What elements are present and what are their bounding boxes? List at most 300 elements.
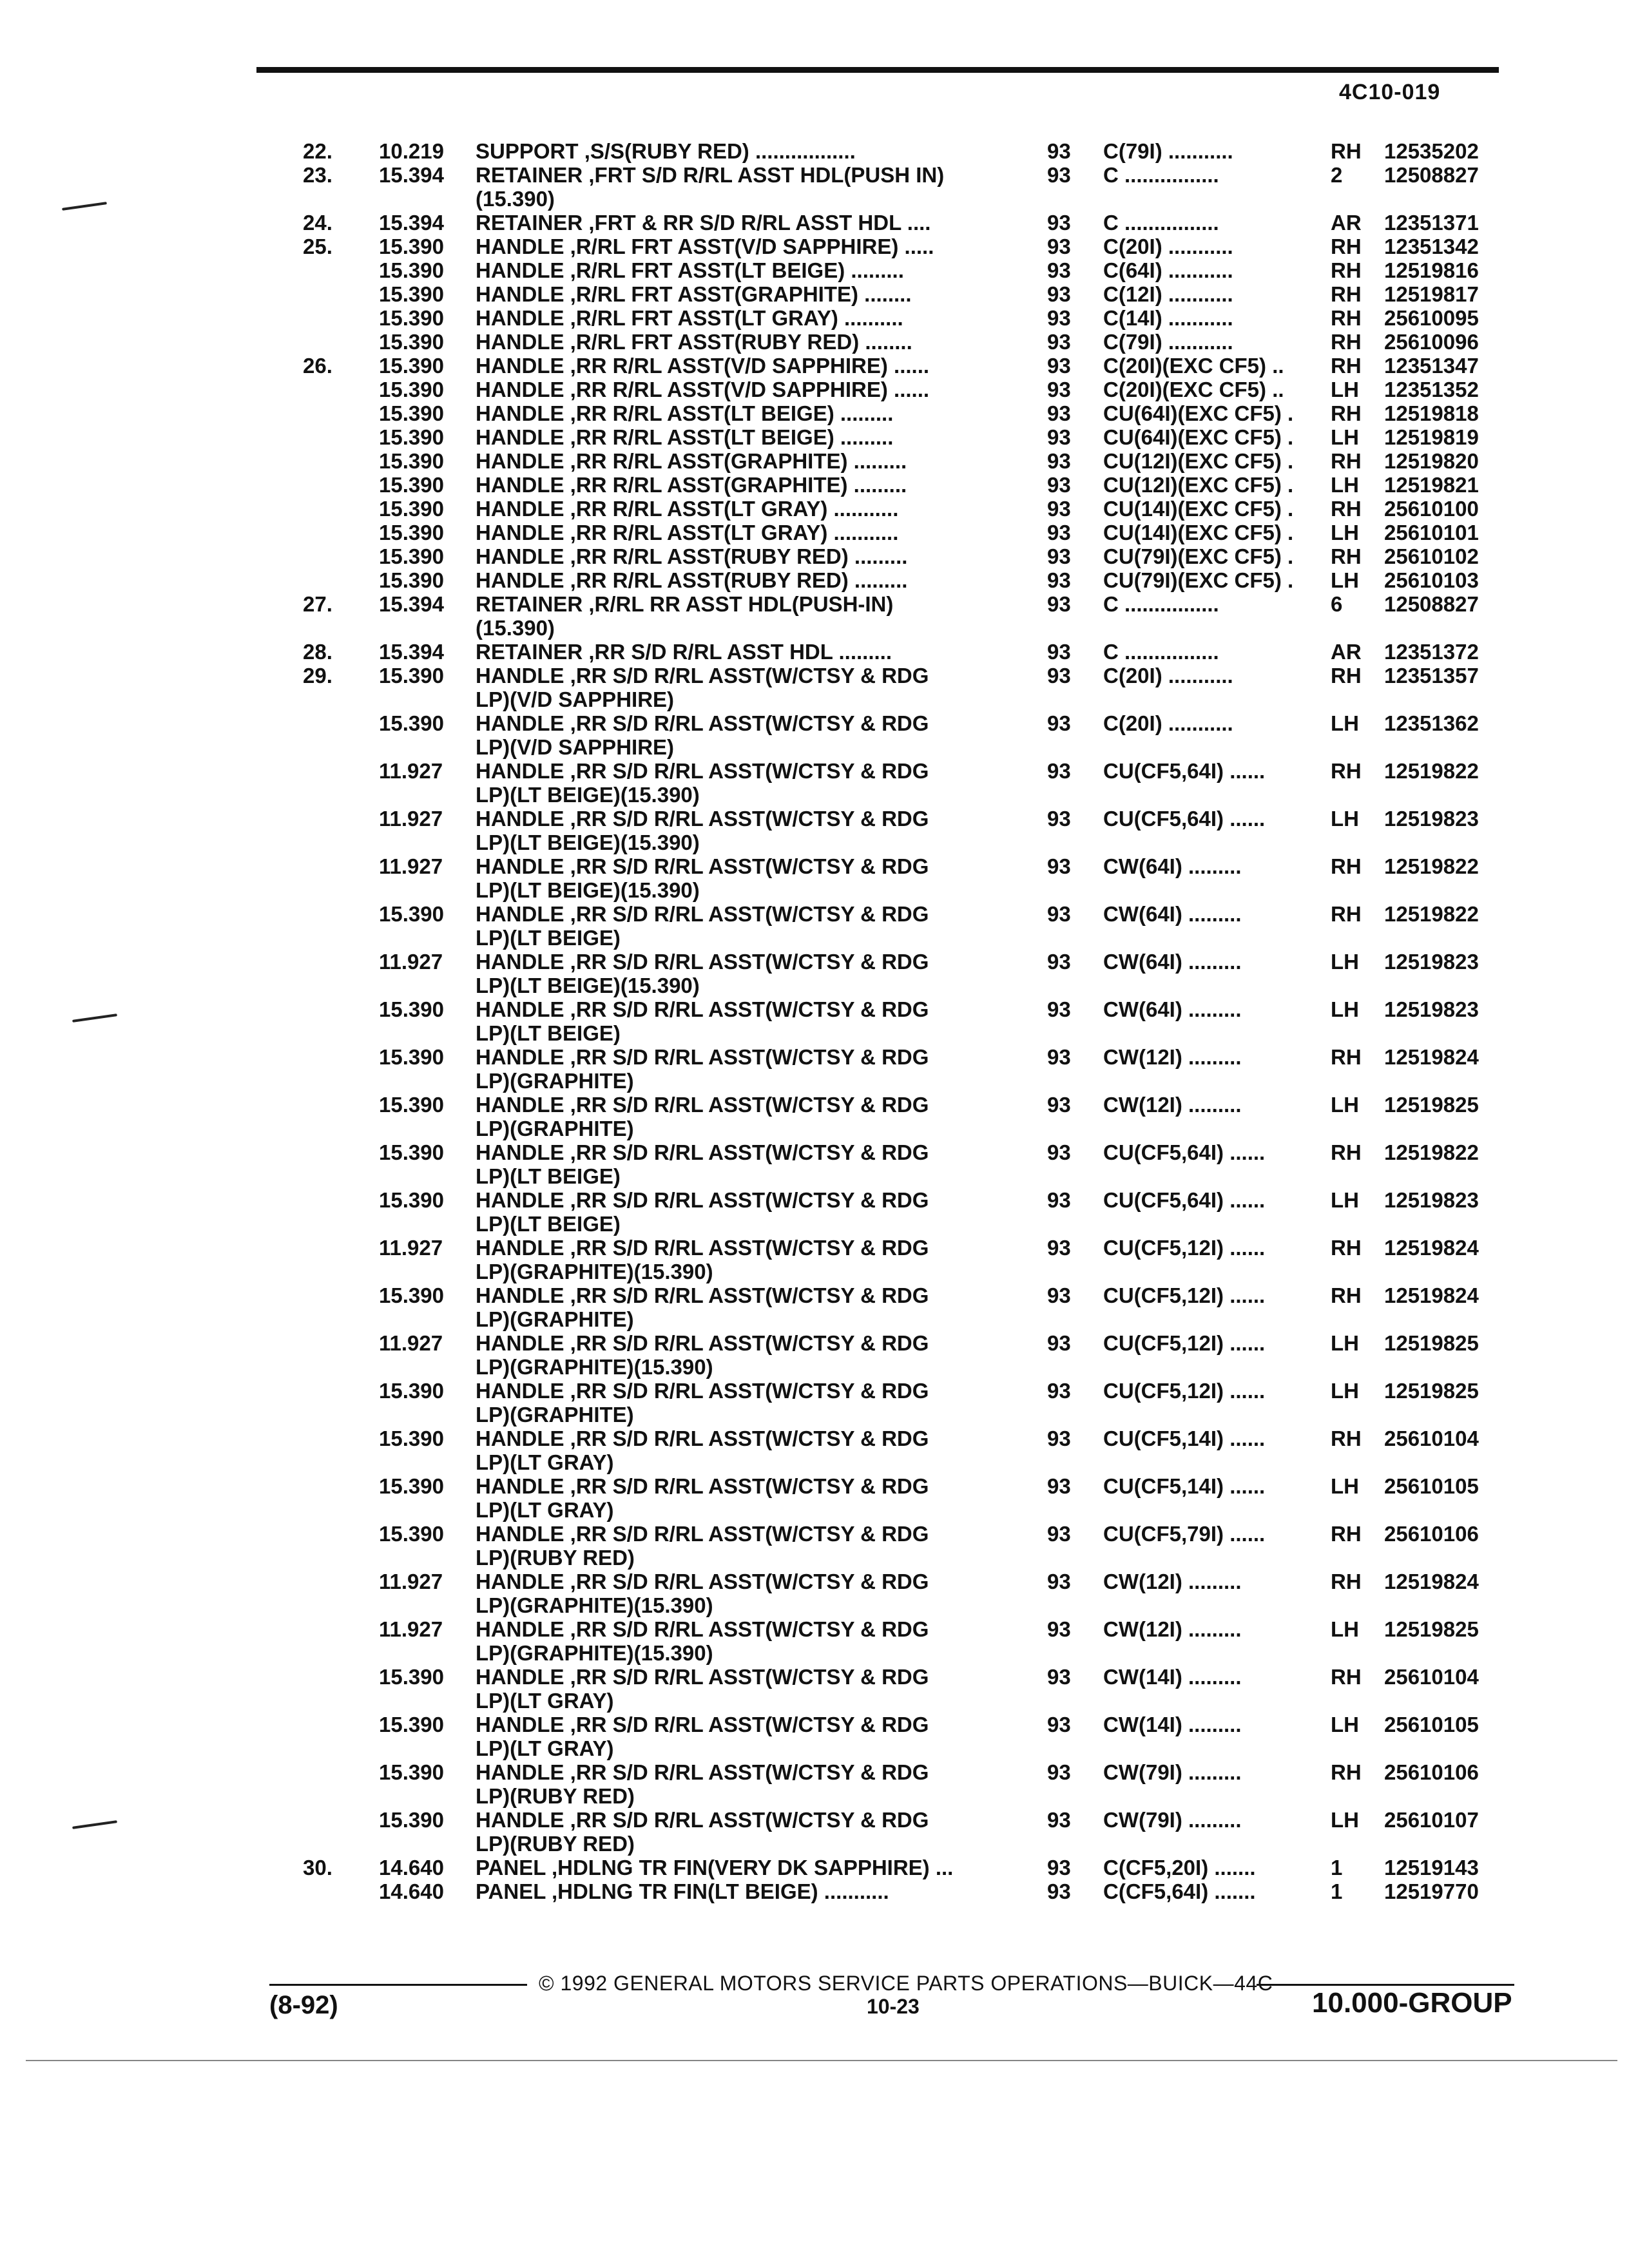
part-description bbox=[476, 1665, 1010, 1713]
part-description bbox=[476, 854, 1010, 902]
group-number: 15.394 bbox=[379, 211, 444, 235]
model-code: CU(14I)(EXC CF5) . bbox=[1103, 521, 1294, 544]
part-number: 12351371 bbox=[1384, 211, 1479, 235]
quantity: AR bbox=[1331, 211, 1362, 235]
group-number: 15.390 bbox=[379, 1188, 444, 1212]
group-number: 15.390 bbox=[379, 1427, 444, 1450]
table-row bbox=[0, 1617, 1629, 1666]
quantity: RH bbox=[1331, 282, 1362, 306]
description-line-1: PANEL ,HDLNG TR FIN(LT BEIGE) ........... bbox=[476, 1879, 889, 1903]
description-line-1: HANDLE ,RR S/D R/RL ASST(W/CTSY & RDG bbox=[476, 854, 929, 878]
part-description bbox=[476, 759, 1010, 807]
quantity: LH bbox=[1331, 807, 1359, 831]
quantity: RH bbox=[1331, 330, 1362, 354]
group-number: 15.390 bbox=[379, 1522, 444, 1546]
model-code: C(79I) ........... bbox=[1103, 330, 1233, 354]
table-row bbox=[0, 1379, 1629, 1428]
part-number: 12519817 bbox=[1384, 282, 1479, 306]
model-code: CW(14I) ......... bbox=[1103, 1665, 1242, 1689]
table-row bbox=[0, 1045, 1629, 1094]
model-year: 93 bbox=[1047, 1570, 1071, 1593]
part-number: 25610101 bbox=[1384, 521, 1479, 544]
model-code: C(20I) ........... bbox=[1103, 664, 1233, 687]
description-line-1: HANDLE ,R/RL FRT ASST(GRAPHITE) ........ bbox=[476, 282, 912, 306]
part-description bbox=[476, 425, 1010, 449]
description-line-1: HANDLE ,RR S/D R/RL ASST(W/CTSY & RDG bbox=[476, 1283, 929, 1307]
group-number: 11.927 bbox=[379, 759, 443, 783]
table-row bbox=[0, 1140, 1629, 1189]
table-row bbox=[0, 1236, 1629, 1285]
model-code: C(20I) ........... bbox=[1103, 235, 1233, 258]
description-line-2: LP)(LT GRAY) bbox=[476, 1498, 614, 1522]
quantity: 2 bbox=[1331, 163, 1343, 187]
part-description bbox=[476, 235, 1010, 258]
description-line-1: HANDLE ,RR R/RL ASST(V/D SAPPHIRE) ...... bbox=[476, 378, 930, 401]
description-line-1: HANDLE ,RR S/D R/RL ASST(W/CTSY & RDG bbox=[476, 1379, 929, 1403]
description-line-1: RETAINER ,RR S/D R/RL ASST HDL ......... bbox=[476, 640, 892, 664]
quantity: RH bbox=[1331, 902, 1362, 926]
part-number: 12508827 bbox=[1384, 163, 1479, 187]
table-row bbox=[0, 1427, 1629, 1475]
part-description bbox=[476, 473, 1010, 497]
quantity: RH bbox=[1331, 854, 1362, 878]
model-year: 93 bbox=[1047, 1522, 1071, 1546]
model-code: CU(64I)(EXC CF5) . bbox=[1103, 401, 1294, 425]
part-description bbox=[476, 1617, 1010, 1665]
group-number: 15.390 bbox=[379, 1474, 444, 1498]
model-code: CW(12I) ......... bbox=[1103, 1093, 1242, 1117]
quantity: RH bbox=[1331, 1236, 1362, 1260]
description-line-1: HANDLE ,RR R/RL ASST(V/D SAPPHIRE) ...... bbox=[476, 354, 930, 378]
model-code: CU(CF5,12I) ...... bbox=[1103, 1379, 1266, 1403]
page-number: 10-23 bbox=[867, 1995, 920, 2018]
model-year: 93 bbox=[1047, 1856, 1071, 1879]
model-year: 93 bbox=[1047, 1331, 1071, 1355]
part-description bbox=[476, 1760, 1010, 1808]
group-number: 15.390 bbox=[379, 1140, 444, 1164]
part-description bbox=[476, 354, 1010, 378]
quantity: RH bbox=[1331, 354, 1362, 378]
quantity: RH bbox=[1331, 139, 1362, 163]
part-number: 12519820 bbox=[1384, 449, 1479, 473]
model-code: C ................ bbox=[1103, 163, 1219, 187]
description-line-2: LP)(LT GRAY) bbox=[476, 1736, 614, 1760]
part-number: 12351347 bbox=[1384, 354, 1479, 378]
part-number: 12508827 bbox=[1384, 592, 1479, 616]
part-description bbox=[476, 544, 1010, 568]
model-code: CU(64I)(EXC CF5) . bbox=[1103, 425, 1294, 449]
quantity: RH bbox=[1331, 306, 1362, 330]
part-description bbox=[476, 1427, 1010, 1474]
quantity: RH bbox=[1331, 1045, 1362, 1069]
model-code: CU(CF5,64I) ...... bbox=[1103, 807, 1266, 831]
quantity: RH bbox=[1331, 759, 1362, 783]
model-year: 93 bbox=[1047, 521, 1071, 544]
part-description bbox=[476, 497, 1010, 521]
quantity: LH bbox=[1331, 425, 1359, 449]
group-number: 15.390 bbox=[379, 902, 444, 926]
table-row bbox=[0, 1522, 1629, 1571]
quantity: LH bbox=[1331, 1188, 1359, 1212]
table-row bbox=[0, 664, 1629, 713]
model-code: C ................ bbox=[1103, 640, 1219, 664]
table-row bbox=[0, 1760, 1629, 1809]
model-year: 93 bbox=[1047, 449, 1071, 473]
model-code: CW(79I) ......... bbox=[1103, 1808, 1242, 1832]
group-number: 11.927 bbox=[379, 807, 443, 831]
quantity: RH bbox=[1331, 401, 1362, 425]
model-year: 93 bbox=[1047, 497, 1071, 521]
model-year: 93 bbox=[1047, 330, 1071, 354]
group-number: 15.390 bbox=[379, 401, 444, 425]
group-number: 15.394 bbox=[379, 592, 444, 616]
description-line-2: LP)(RUBY RED) bbox=[476, 1784, 635, 1808]
part-description bbox=[476, 449, 1010, 473]
table-row bbox=[0, 807, 1629, 856]
table-row bbox=[0, 592, 1629, 641]
part-number: 12519143 bbox=[1384, 1856, 1479, 1879]
part-description bbox=[476, 568, 1010, 592]
model-code: CU(14I)(EXC CF5) . bbox=[1103, 497, 1294, 521]
quantity: RH bbox=[1331, 1570, 1362, 1593]
description-line-1: HANDLE ,RR S/D R/RL ASST(W/CTSY & RDG bbox=[476, 711, 929, 735]
part-number: 12519822 bbox=[1384, 759, 1479, 783]
model-year: 93 bbox=[1047, 592, 1071, 616]
quantity: RH bbox=[1331, 1283, 1362, 1307]
part-number: 12351357 bbox=[1384, 664, 1479, 687]
part-number: 12351342 bbox=[1384, 235, 1479, 258]
model-code: C(79I) ........... bbox=[1103, 139, 1233, 163]
model-year: 93 bbox=[1047, 1760, 1071, 1784]
table-row bbox=[0, 1188, 1629, 1237]
model-year: 93 bbox=[1047, 306, 1071, 330]
group-number: 11.927 bbox=[379, 1570, 443, 1593]
description-line-2: LP)(GRAPHITE) bbox=[476, 1307, 634, 1331]
part-number: 25610105 bbox=[1384, 1713, 1479, 1736]
table-row bbox=[0, 854, 1629, 903]
part-description bbox=[476, 1140, 1010, 1188]
group-number: 15.390 bbox=[379, 378, 444, 401]
model-year: 93 bbox=[1047, 258, 1071, 282]
table-row bbox=[0, 1283, 1629, 1332]
model-code: CU(79I)(EXC CF5) . bbox=[1103, 568, 1294, 592]
model-code: CU(CF5,79I) ...... bbox=[1103, 1522, 1266, 1546]
description-line-1: RETAINER ,R/RL RR ASST HDL(PUSH-IN) bbox=[476, 592, 894, 616]
group-number: 15.390 bbox=[379, 1713, 444, 1736]
part-description bbox=[476, 521, 1010, 544]
description-line-2: LP)(RUBY RED) bbox=[476, 1832, 635, 1856]
model-year: 93 bbox=[1047, 1283, 1071, 1307]
part-description bbox=[476, 711, 1010, 759]
footer-rule-left bbox=[269, 1984, 527, 1986]
group-number: 15.394 bbox=[379, 640, 444, 664]
model-code: CU(12I)(EXC CF5) . bbox=[1103, 473, 1294, 497]
group-number: 10.219 bbox=[379, 139, 444, 163]
model-code: CU(CF5,14I) ...... bbox=[1103, 1474, 1266, 1498]
part-number: 12351362 bbox=[1384, 711, 1479, 735]
model-year: 93 bbox=[1047, 1713, 1071, 1736]
part-description bbox=[476, 330, 1010, 354]
model-year: 93 bbox=[1047, 1879, 1071, 1903]
description-line-1: HANDLE ,RR S/D R/RL ASST(W/CTSY & RDG bbox=[476, 759, 929, 783]
description-line-1: HANDLE ,RR S/D R/RL ASST(W/CTSY & RDG bbox=[476, 1570, 929, 1593]
model-year: 93 bbox=[1047, 902, 1071, 926]
description-line-1: HANDLE ,RR S/D R/RL ASST(W/CTSY & RDG bbox=[476, 1808, 929, 1832]
description-line-2: LP)(LT BEIGE) bbox=[476, 1212, 621, 1236]
model-year: 93 bbox=[1047, 640, 1071, 664]
description-line-2: LP)(LT BEIGE)(15.390) bbox=[476, 783, 700, 807]
description-line-2: (15.390) bbox=[476, 616, 555, 640]
part-description bbox=[476, 640, 1010, 664]
part-number: 12519819 bbox=[1384, 425, 1479, 449]
quantity: RH bbox=[1331, 1140, 1362, 1164]
part-description bbox=[476, 282, 1010, 306]
description-line-2: LP)(LT BEIGE)(15.390) bbox=[476, 831, 700, 854]
description-line-2: LP)(LT GRAY) bbox=[476, 1689, 614, 1713]
part-description bbox=[476, 1093, 1010, 1140]
part-number: 12519821 bbox=[1384, 473, 1479, 497]
model-year: 93 bbox=[1047, 139, 1071, 163]
table-row bbox=[0, 163, 1629, 212]
group-number: 15.390 bbox=[379, 1093, 444, 1117]
part-number: 12519822 bbox=[1384, 1140, 1479, 1164]
model-code: CW(12I) ......... bbox=[1103, 1045, 1242, 1069]
description-line-1: HANDLE ,RR R/RL ASST(RUBY RED) ......... bbox=[476, 568, 908, 592]
item-number: 27. bbox=[303, 592, 333, 616]
group-number: 15.390 bbox=[379, 354, 444, 378]
model-year: 93 bbox=[1047, 354, 1071, 378]
description-line-1: HANDLE ,RR S/D R/RL ASST(W/CTSY & RDG bbox=[476, 1522, 929, 1546]
description-line-2: LP)(RUBY RED) bbox=[476, 1546, 635, 1570]
part-number: 25610105 bbox=[1384, 1474, 1479, 1498]
page-code: 4C10-019 bbox=[1339, 80, 1441, 104]
description-line-1: HANDLE ,RR R/RL ASST(LT BEIGE) ......... bbox=[476, 401, 894, 425]
quantity: RH bbox=[1331, 1522, 1362, 1546]
description-line-1: HANDLE ,RR S/D R/RL ASST(W/CTSY & RDG bbox=[476, 1474, 929, 1498]
part-description bbox=[476, 950, 1010, 997]
group-number: 15.390 bbox=[379, 664, 444, 687]
model-year: 93 bbox=[1047, 163, 1071, 187]
item-number: 26. bbox=[303, 354, 333, 378]
table-row bbox=[0, 950, 1629, 999]
model-year: 93 bbox=[1047, 401, 1071, 425]
description-line-2: LP)(GRAPHITE)(15.390) bbox=[476, 1260, 713, 1283]
part-number: 12519822 bbox=[1384, 854, 1479, 878]
model-code: CW(64I) ......... bbox=[1103, 902, 1242, 926]
copyright-text: © 1992 GENERAL MOTORS SERVICE PARTS OPERATIONS—BUICK—44C bbox=[539, 1972, 1273, 1995]
description-line-2: (15.390) bbox=[476, 187, 555, 211]
quantity: LH bbox=[1331, 950, 1359, 974]
description-line-1: HANDLE ,RR S/D R/RL ASST(W/CTSY & RDG bbox=[476, 807, 929, 831]
model-year: 93 bbox=[1047, 1188, 1071, 1212]
model-code: CU(CF5,64I) ...... bbox=[1103, 1140, 1266, 1164]
part-number: 25610102 bbox=[1384, 544, 1479, 568]
model-year: 93 bbox=[1047, 282, 1071, 306]
part-number: 12535202 bbox=[1384, 139, 1479, 163]
model-year: 93 bbox=[1047, 1665, 1071, 1689]
quantity: RH bbox=[1331, 449, 1362, 473]
description-line-1: HANDLE ,RR S/D R/RL ASST(W/CTSY & RDG bbox=[476, 997, 929, 1021]
description-line-2: LP)(GRAPHITE) bbox=[476, 1117, 634, 1140]
item-number: 28. bbox=[303, 640, 333, 664]
model-year: 93 bbox=[1047, 1140, 1071, 1164]
model-code: CU(CF5,64I) ...... bbox=[1103, 1188, 1266, 1212]
model-year: 93 bbox=[1047, 1379, 1071, 1403]
part-description bbox=[476, 1879, 1010, 1903]
model-code: CU(CF5,12I) ...... bbox=[1103, 1236, 1266, 1260]
group-number: 15.390 bbox=[379, 521, 444, 544]
description-line-2: LP)(GRAPHITE) bbox=[476, 1069, 634, 1093]
group-number: 11.927 bbox=[379, 1617, 443, 1641]
model-year: 93 bbox=[1047, 1045, 1071, 1069]
part-number: 12519824 bbox=[1384, 1570, 1479, 1593]
table-row bbox=[0, 1665, 1629, 1714]
item-number: 30. bbox=[303, 1856, 333, 1879]
quantity: RH bbox=[1331, 235, 1362, 258]
model-code: CW(14I) ......... bbox=[1103, 1713, 1242, 1736]
description-line-2: LP)(GRAPHITE) bbox=[476, 1403, 634, 1427]
group-number: 14.640 bbox=[379, 1856, 444, 1879]
part-number: 12519818 bbox=[1384, 401, 1479, 425]
description-line-2: LP)(LT BEIGE)(15.390) bbox=[476, 974, 700, 997]
description-line-1: PANEL ,HDLNG TR FIN(VERY DK SAPPHIRE) ... bbox=[476, 1856, 954, 1879]
description-line-2: LP)(LT BEIGE)(15.390) bbox=[476, 878, 700, 902]
model-code: C(64I) ........... bbox=[1103, 258, 1233, 282]
model-code: C(12I) ........... bbox=[1103, 282, 1233, 306]
quantity: LH bbox=[1331, 1713, 1359, 1736]
quantity: LH bbox=[1331, 521, 1359, 544]
revision-date: (8-92) bbox=[269, 1991, 338, 2019]
part-number: 12351352 bbox=[1384, 378, 1479, 401]
model-code: CU(CF5,64I) ...... bbox=[1103, 759, 1266, 783]
part-description bbox=[476, 1331, 1010, 1379]
part-number: 12519825 bbox=[1384, 1379, 1479, 1403]
part-description bbox=[476, 1379, 1010, 1427]
quantity: LH bbox=[1331, 378, 1359, 401]
description-line-1: HANDLE ,RR S/D R/RL ASST(W/CTSY & RDG bbox=[476, 1760, 929, 1784]
quantity: RH bbox=[1331, 1427, 1362, 1450]
part-number: 12519824 bbox=[1384, 1045, 1479, 1069]
model-code: CU(CF5,14I) ...... bbox=[1103, 1427, 1266, 1450]
model-year: 93 bbox=[1047, 1093, 1071, 1117]
description-line-2: LP)(LT GRAY) bbox=[476, 1450, 614, 1474]
description-line-2: LP)(GRAPHITE)(15.390) bbox=[476, 1593, 713, 1617]
part-number: 12519825 bbox=[1384, 1093, 1479, 1117]
quantity: RH bbox=[1331, 544, 1362, 568]
model-code: CW(12I) ......... bbox=[1103, 1570, 1242, 1593]
model-code: C(CF5,20I) ....... bbox=[1103, 1856, 1256, 1879]
description-line-1: HANDLE ,RR R/RL ASST(LT GRAY) ........... bbox=[476, 497, 899, 521]
table-row bbox=[0, 1331, 1629, 1380]
model-year: 93 bbox=[1047, 1474, 1071, 1498]
part-number: 12519825 bbox=[1384, 1617, 1479, 1641]
description-line-1: HANDLE ,RR S/D R/RL ASST(W/CTSY & RDG bbox=[476, 1713, 929, 1736]
model-year: 93 bbox=[1047, 807, 1071, 831]
part-number: 25610096 bbox=[1384, 330, 1479, 354]
quantity: RH bbox=[1331, 1665, 1362, 1689]
description-line-1: HANDLE ,RR S/D R/RL ASST(W/CTSY & RDG bbox=[476, 1093, 929, 1117]
group-number: 15.390 bbox=[379, 997, 444, 1021]
part-description bbox=[476, 1045, 1010, 1093]
part-number: 12519824 bbox=[1384, 1236, 1479, 1260]
description-line-1: HANDLE ,RR S/D R/RL ASST(W/CTSY & RDG bbox=[476, 1427, 929, 1450]
description-line-1: HANDLE ,R/RL FRT ASST(LT GRAY) .......... bbox=[476, 306, 903, 330]
description-line-1: RETAINER ,FRT S/D R/RL ASST HDL(PUSH IN) bbox=[476, 163, 945, 187]
part-number: 12519770 bbox=[1384, 1879, 1479, 1903]
model-code: CW(12I) ......... bbox=[1103, 1617, 1242, 1641]
part-description bbox=[476, 211, 1010, 235]
quantity: LH bbox=[1331, 1331, 1359, 1355]
table-row bbox=[0, 1570, 1629, 1619]
quantity: LH bbox=[1331, 1617, 1359, 1641]
description-line-2: LP)(GRAPHITE)(15.390) bbox=[476, 1355, 713, 1379]
model-code: CU(CF5,12I) ...... bbox=[1103, 1283, 1266, 1307]
model-code: C(20I)(EXC CF5) .. bbox=[1103, 354, 1284, 378]
part-description bbox=[476, 1570, 1010, 1617]
group-number: 11.927 bbox=[379, 1331, 443, 1355]
part-number: 25610104 bbox=[1384, 1665, 1479, 1689]
model-year: 93 bbox=[1047, 211, 1071, 235]
description-line-1: SUPPORT ,S/S(RUBY RED) ................. bbox=[476, 139, 856, 163]
model-code: C(20I) ........... bbox=[1103, 711, 1233, 735]
description-line-1: HANDLE ,RR S/D R/RL ASST(W/CTSY & RDG bbox=[476, 1140, 929, 1164]
group-number: 15.390 bbox=[379, 282, 444, 306]
quantity: RH bbox=[1331, 258, 1362, 282]
part-number: 12519816 bbox=[1384, 258, 1479, 282]
description-line-2: LP)(LT BEIGE) bbox=[476, 926, 621, 950]
description-line-1: HANDLE ,RR S/D R/RL ASST(W/CTSY & RDG bbox=[476, 1331, 929, 1355]
group-number: 11.927 bbox=[379, 950, 443, 974]
description-line-1: HANDLE ,R/RL FRT ASST(RUBY RED) ........ bbox=[476, 330, 912, 354]
part-description bbox=[476, 592, 1010, 640]
description-line-1: HANDLE ,RR R/RL ASST(GRAPHITE) ......... bbox=[476, 473, 907, 497]
part-description bbox=[476, 1808, 1010, 1856]
description-line-1: HANDLE ,RR S/D R/RL ASST(W/CTSY & RDG bbox=[476, 950, 929, 974]
model-code: CU(CF5,12I) ...... bbox=[1103, 1331, 1266, 1355]
quantity: LH bbox=[1331, 1474, 1359, 1498]
group-number: 14.640 bbox=[379, 1879, 444, 1903]
item-number: 25. bbox=[303, 235, 333, 258]
part-number: 12519823 bbox=[1384, 997, 1479, 1021]
model-year: 93 bbox=[1047, 378, 1071, 401]
quantity: LH bbox=[1331, 711, 1359, 735]
scan-edge-line bbox=[26, 2060, 1617, 2061]
part-description bbox=[476, 258, 1010, 282]
model-code: CW(64I) ......... bbox=[1103, 854, 1242, 878]
model-year: 93 bbox=[1047, 1427, 1071, 1450]
quantity: RH bbox=[1331, 664, 1362, 687]
model-code: CW(79I) ......... bbox=[1103, 1760, 1242, 1784]
part-number: 12519822 bbox=[1384, 902, 1479, 926]
model-year: 93 bbox=[1047, 664, 1071, 687]
model-year: 93 bbox=[1047, 854, 1071, 878]
table-row bbox=[0, 997, 1629, 1046]
group-number: 15.390 bbox=[379, 1808, 444, 1832]
table-row bbox=[0, 1713, 1629, 1762]
part-description bbox=[476, 378, 1010, 401]
part-description bbox=[476, 1236, 1010, 1283]
quantity: LH bbox=[1331, 1093, 1359, 1117]
part-number: 12519823 bbox=[1384, 807, 1479, 831]
part-number: 12351372 bbox=[1384, 640, 1479, 664]
group-number: 15.390 bbox=[379, 1045, 444, 1069]
part-number: 25610100 bbox=[1384, 497, 1479, 521]
model-code: CW(64I) ......... bbox=[1103, 997, 1242, 1021]
model-year: 93 bbox=[1047, 1808, 1071, 1832]
group-number: 15.390 bbox=[379, 425, 444, 449]
group-number: 15.390 bbox=[379, 258, 444, 282]
quantity: 1 bbox=[1331, 1879, 1343, 1903]
